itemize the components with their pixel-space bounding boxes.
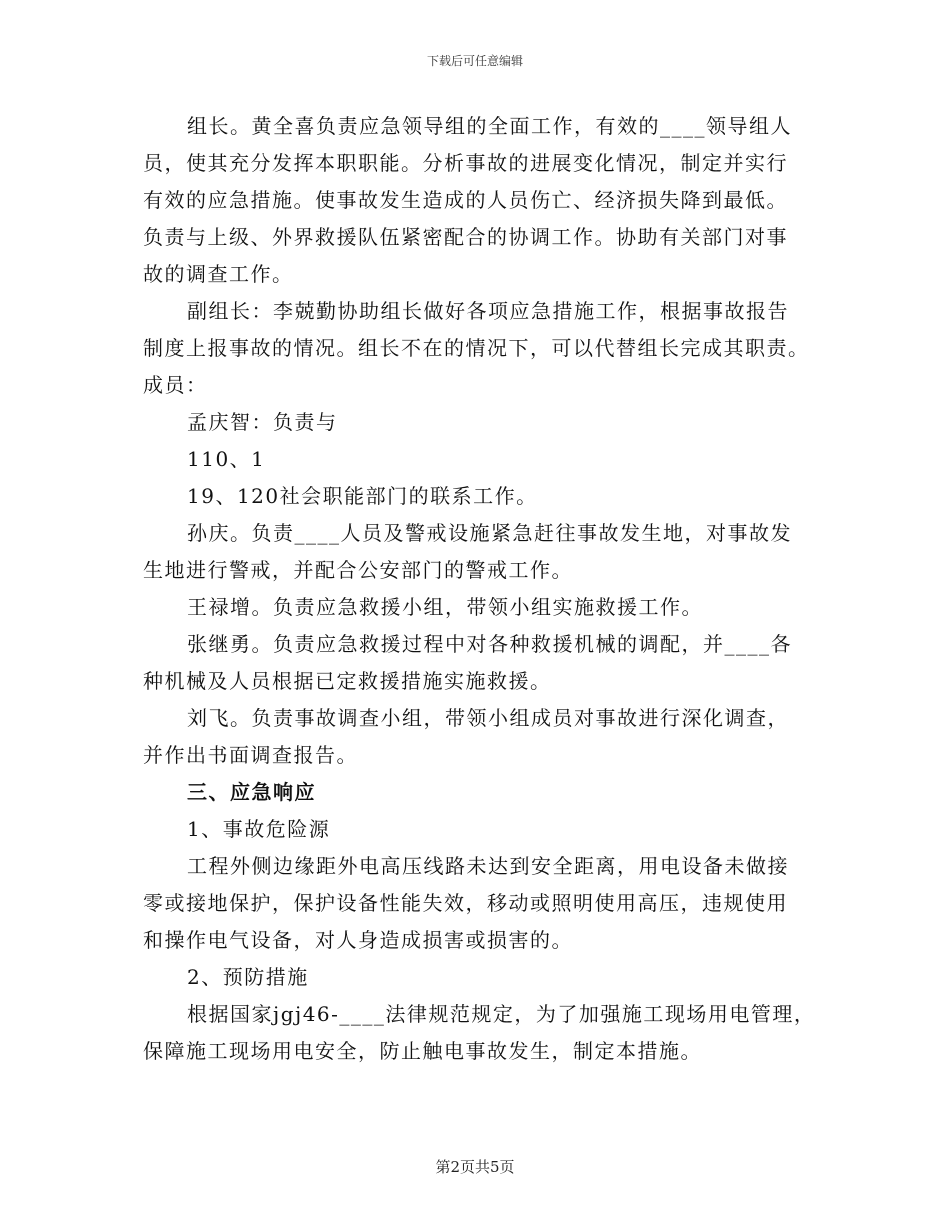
paragraph-line: 负责与上级、外界救援队伍紧密配合的协调工作。协助有关部门对事 [143, 225, 788, 249]
paragraph-line: 有效的应急措施。使事故发生造成的人员伤亡、经济损失降到最低。 [143, 188, 788, 212]
paragraph-line: 成员： [143, 373, 208, 397]
document-body [143, 108, 816, 1070]
subsection-heading: 1、事故危险源 [187, 817, 331, 841]
paragraph-line: 张继勇。负责应急救援过程中对各种救援机械的调配，并____各 [187, 632, 792, 656]
paragraph-line: 孟庆智：负责与 [187, 410, 338, 434]
paragraph-line: 保障施工现场用电安全，防止触电事故发生，制定本措施。 [143, 1039, 702, 1063]
page-number: 第2页共5页 [435, 1158, 515, 1176]
paragraph-line: 和操作电气设备，对人身造成损害或损害的。 [143, 928, 573, 952]
page-header: 下载后可任意编辑 [426, 54, 523, 68]
paragraph-line: 王禄增。负责应急救援小组，带领小组实施救援工作。 [187, 595, 703, 619]
paragraph-line: 工程外侧边缘距外电高压线路未达到安全距离，用电设备未做接 [187, 854, 789, 878]
paragraph-line: 刘飞。负责事故调查小组，带领小组成员对事故进行深化调查， [187, 706, 789, 730]
paragraph-line: 零或接地保护，保护设备性能失效，移动或照明使用高压，违规使用 [143, 891, 788, 915]
paragraph-line: 制度上报事故的情况。组长不在的情况下，可以代替组长完成其职责。 [143, 336, 810, 360]
paragraph-line: 生地进行警戒，并配合公安部门的警戒工作。 [143, 558, 573, 582]
paragraph-line: 110、1 [187, 447, 266, 471]
paragraph-line: 副组长：李兢勤协助组长做好各项应急措施工作，根据事故报告 [187, 299, 789, 323]
paragraph-line: 孙庆。负责____人员及警戒设施紧急赶往事故发生地，对事故发 [187, 521, 792, 545]
paragraph-line: 故的调查工作。 [143, 262, 294, 286]
paragraph-line: 员，使其充分发挥本职职能。分析事故的进展变化情况，制定并实行 [143, 151, 788, 175]
paragraph-line: 并作出书面调查报告。 [143, 743, 358, 767]
paragraph-line: 根据国家jgj46-____法律规范规定，为了加强施工现场用电管理， [187, 1002, 816, 1026]
section-heading: 三、应急响应 [187, 780, 316, 804]
paragraph-line: 种机械及人员根据已定救援措施实施救援。 [143, 669, 552, 693]
subsection-heading: 2、预防措施 [187, 965, 309, 989]
paragraph-line: 19、120社会职能部门的联系工作。 [187, 484, 538, 508]
paragraph-line: 组长。黄全喜负责应急领导组的全面工作，有效的____领导组人 [187, 114, 792, 138]
